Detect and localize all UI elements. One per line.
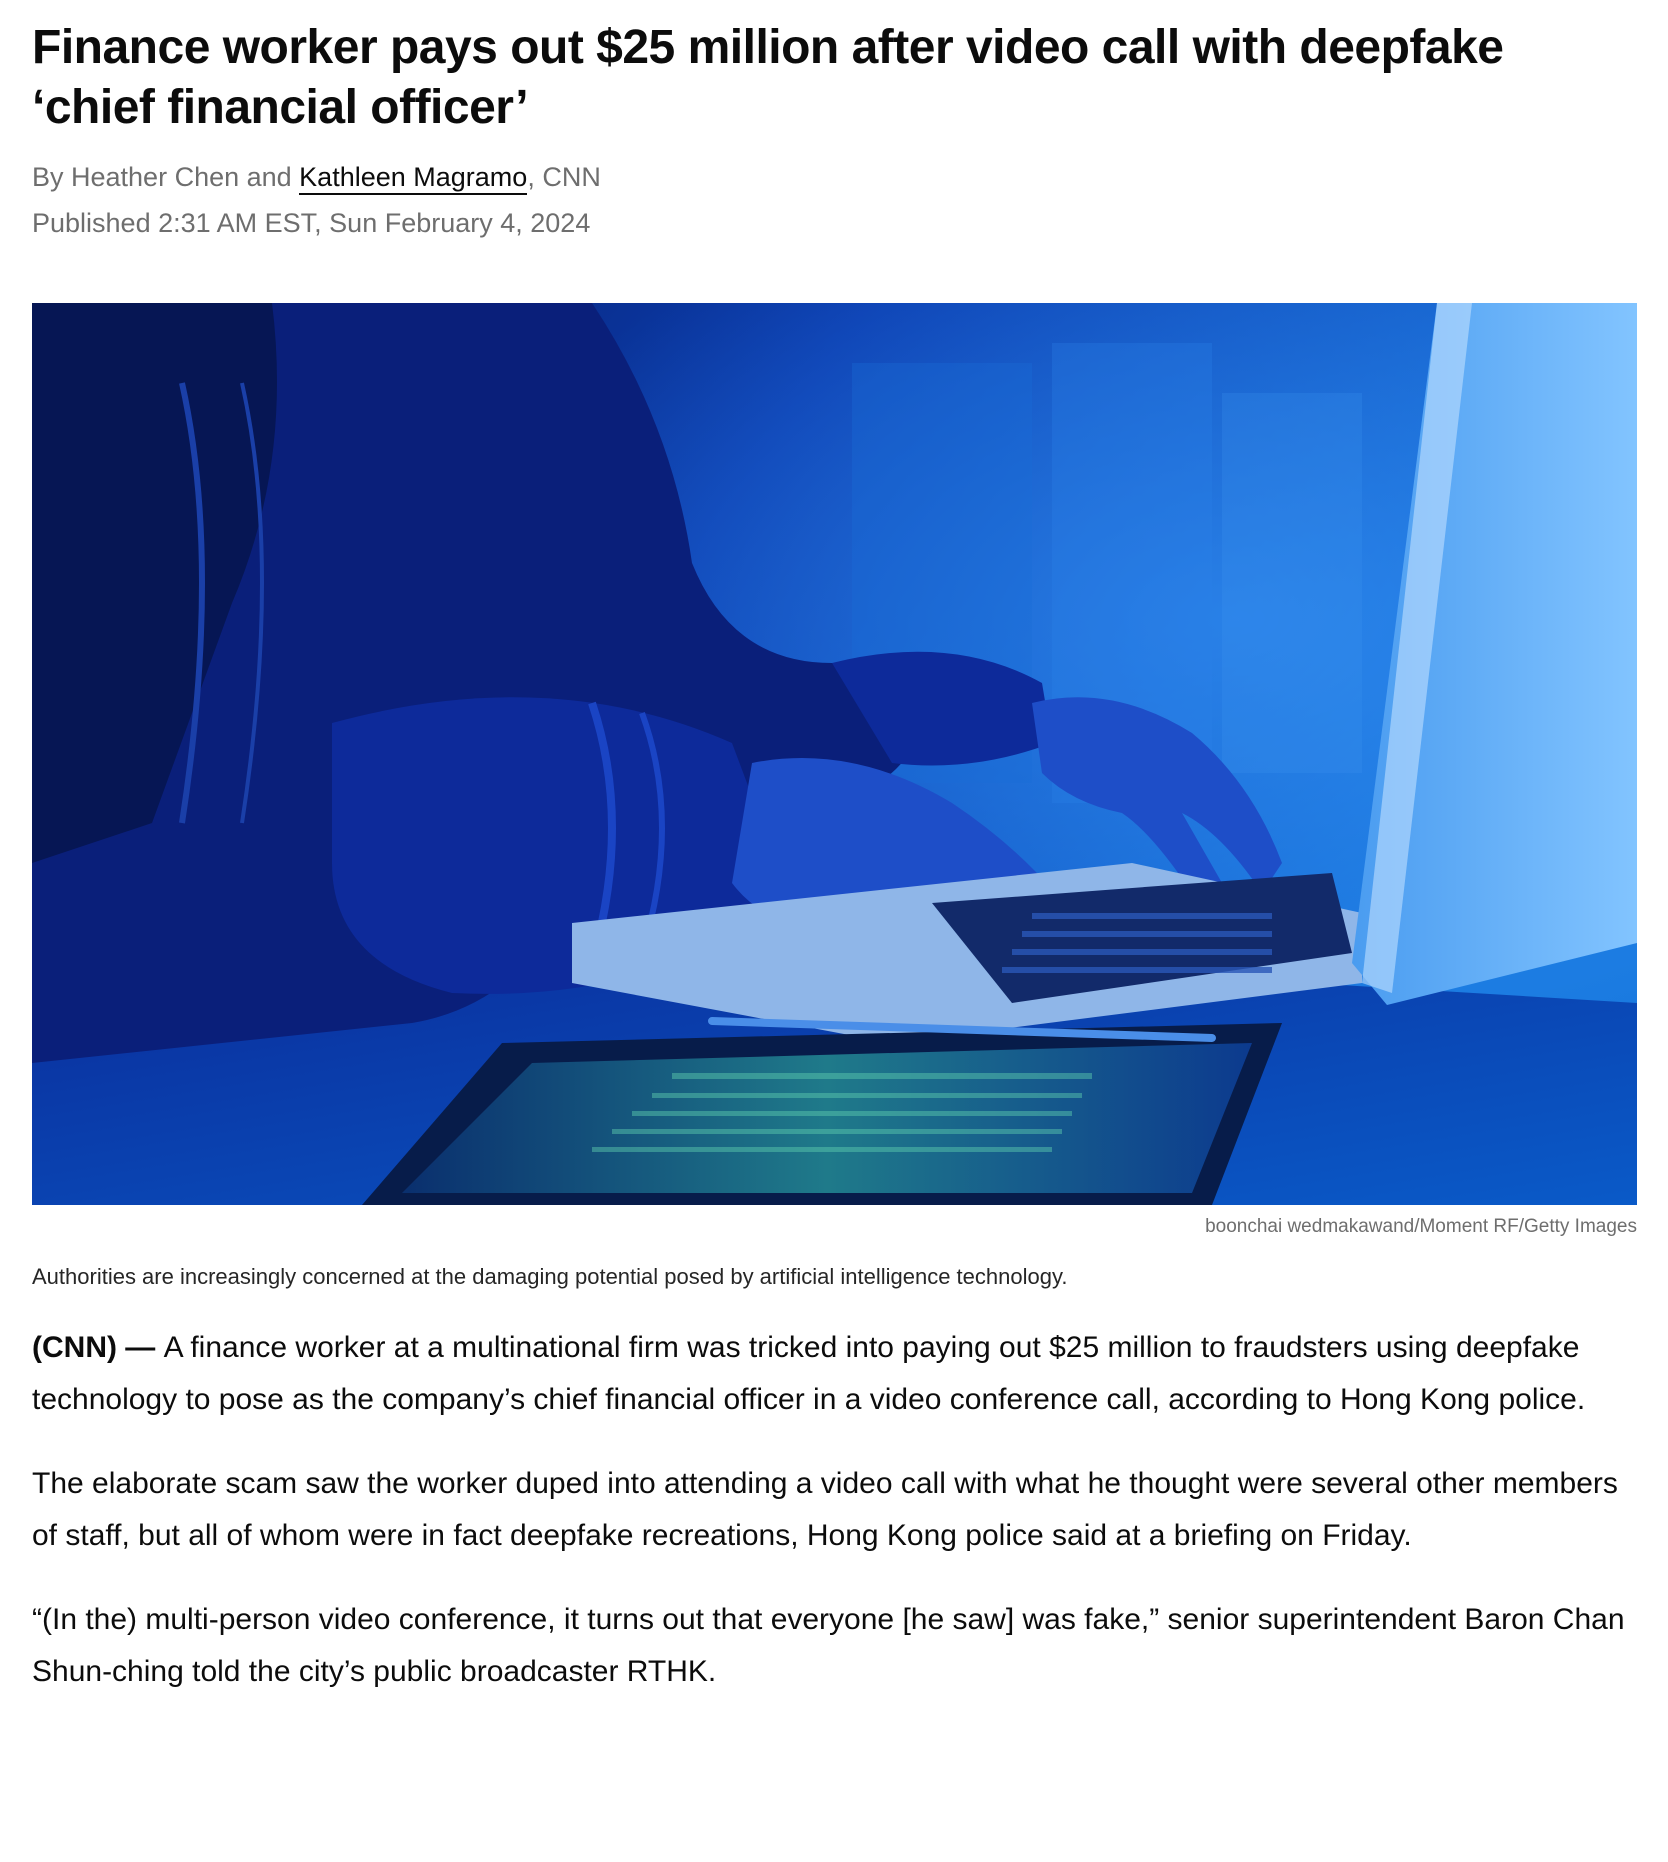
article-body <box>32 1322 1637 1730</box>
byline <box>32 160 1637 194</box>
paragraph <box>32 1594 1637 1698</box>
paragraph <box>32 1322 1637 1426</box>
byline-suffix: , CNN <box>527 162 601 192</box>
article <box>32 0 1637 1688</box>
paragraph-text: “(In the) multi-person video conference, it turns out that everyone [he saw] was fake,” senior superintendent Baron Chan Shun-ching told the city’s public broadcaster RTHK. <box>32 1603 1625 1688</box>
hacker-typing-laptop-photo <box>32 303 1637 1205</box>
byline-prefix: By Heather Chen and <box>32 162 300 192</box>
paragraph-text: The elaborate scam saw the worker duped into attending a video call with what he thought were several other members of staff, but all of whom were in fact deepfake recreations, Hong Kong police said at a briefing on Friday. <box>32 1467 1618 1552</box>
image-caption: Authorities are increasingly concerned at the damaging potential posed by artificial intelligence technology. <box>32 1264 1068 1289</box>
author-link[interactable]: Kathleen Magramo <box>299 162 527 195</box>
paragraph-text: A finance worker at a multinational firm was tricked into paying out $25 million to fraudsters using deepfake technology to pose as the company’s chief financial officer in a video conference call, according to Hong Kong police. <box>32 1331 1586 1416</box>
dateline: (CNN) — <box>32 1331 164 1364</box>
paragraph <box>32 1458 1637 1562</box>
image-credit: boonchai wedmakawand/Moment RF/Getty Images <box>1205 1216 1637 1237</box>
headline: Finance worker pays out $25 million after video call with deepfake ‘chief financial officer’ <box>32 21 1504 134</box>
hero-image <box>32 303 1637 1205</box>
published-timestamp: Published 2:31 AM EST, Sun February 4, 2024 <box>32 208 591 238</box>
